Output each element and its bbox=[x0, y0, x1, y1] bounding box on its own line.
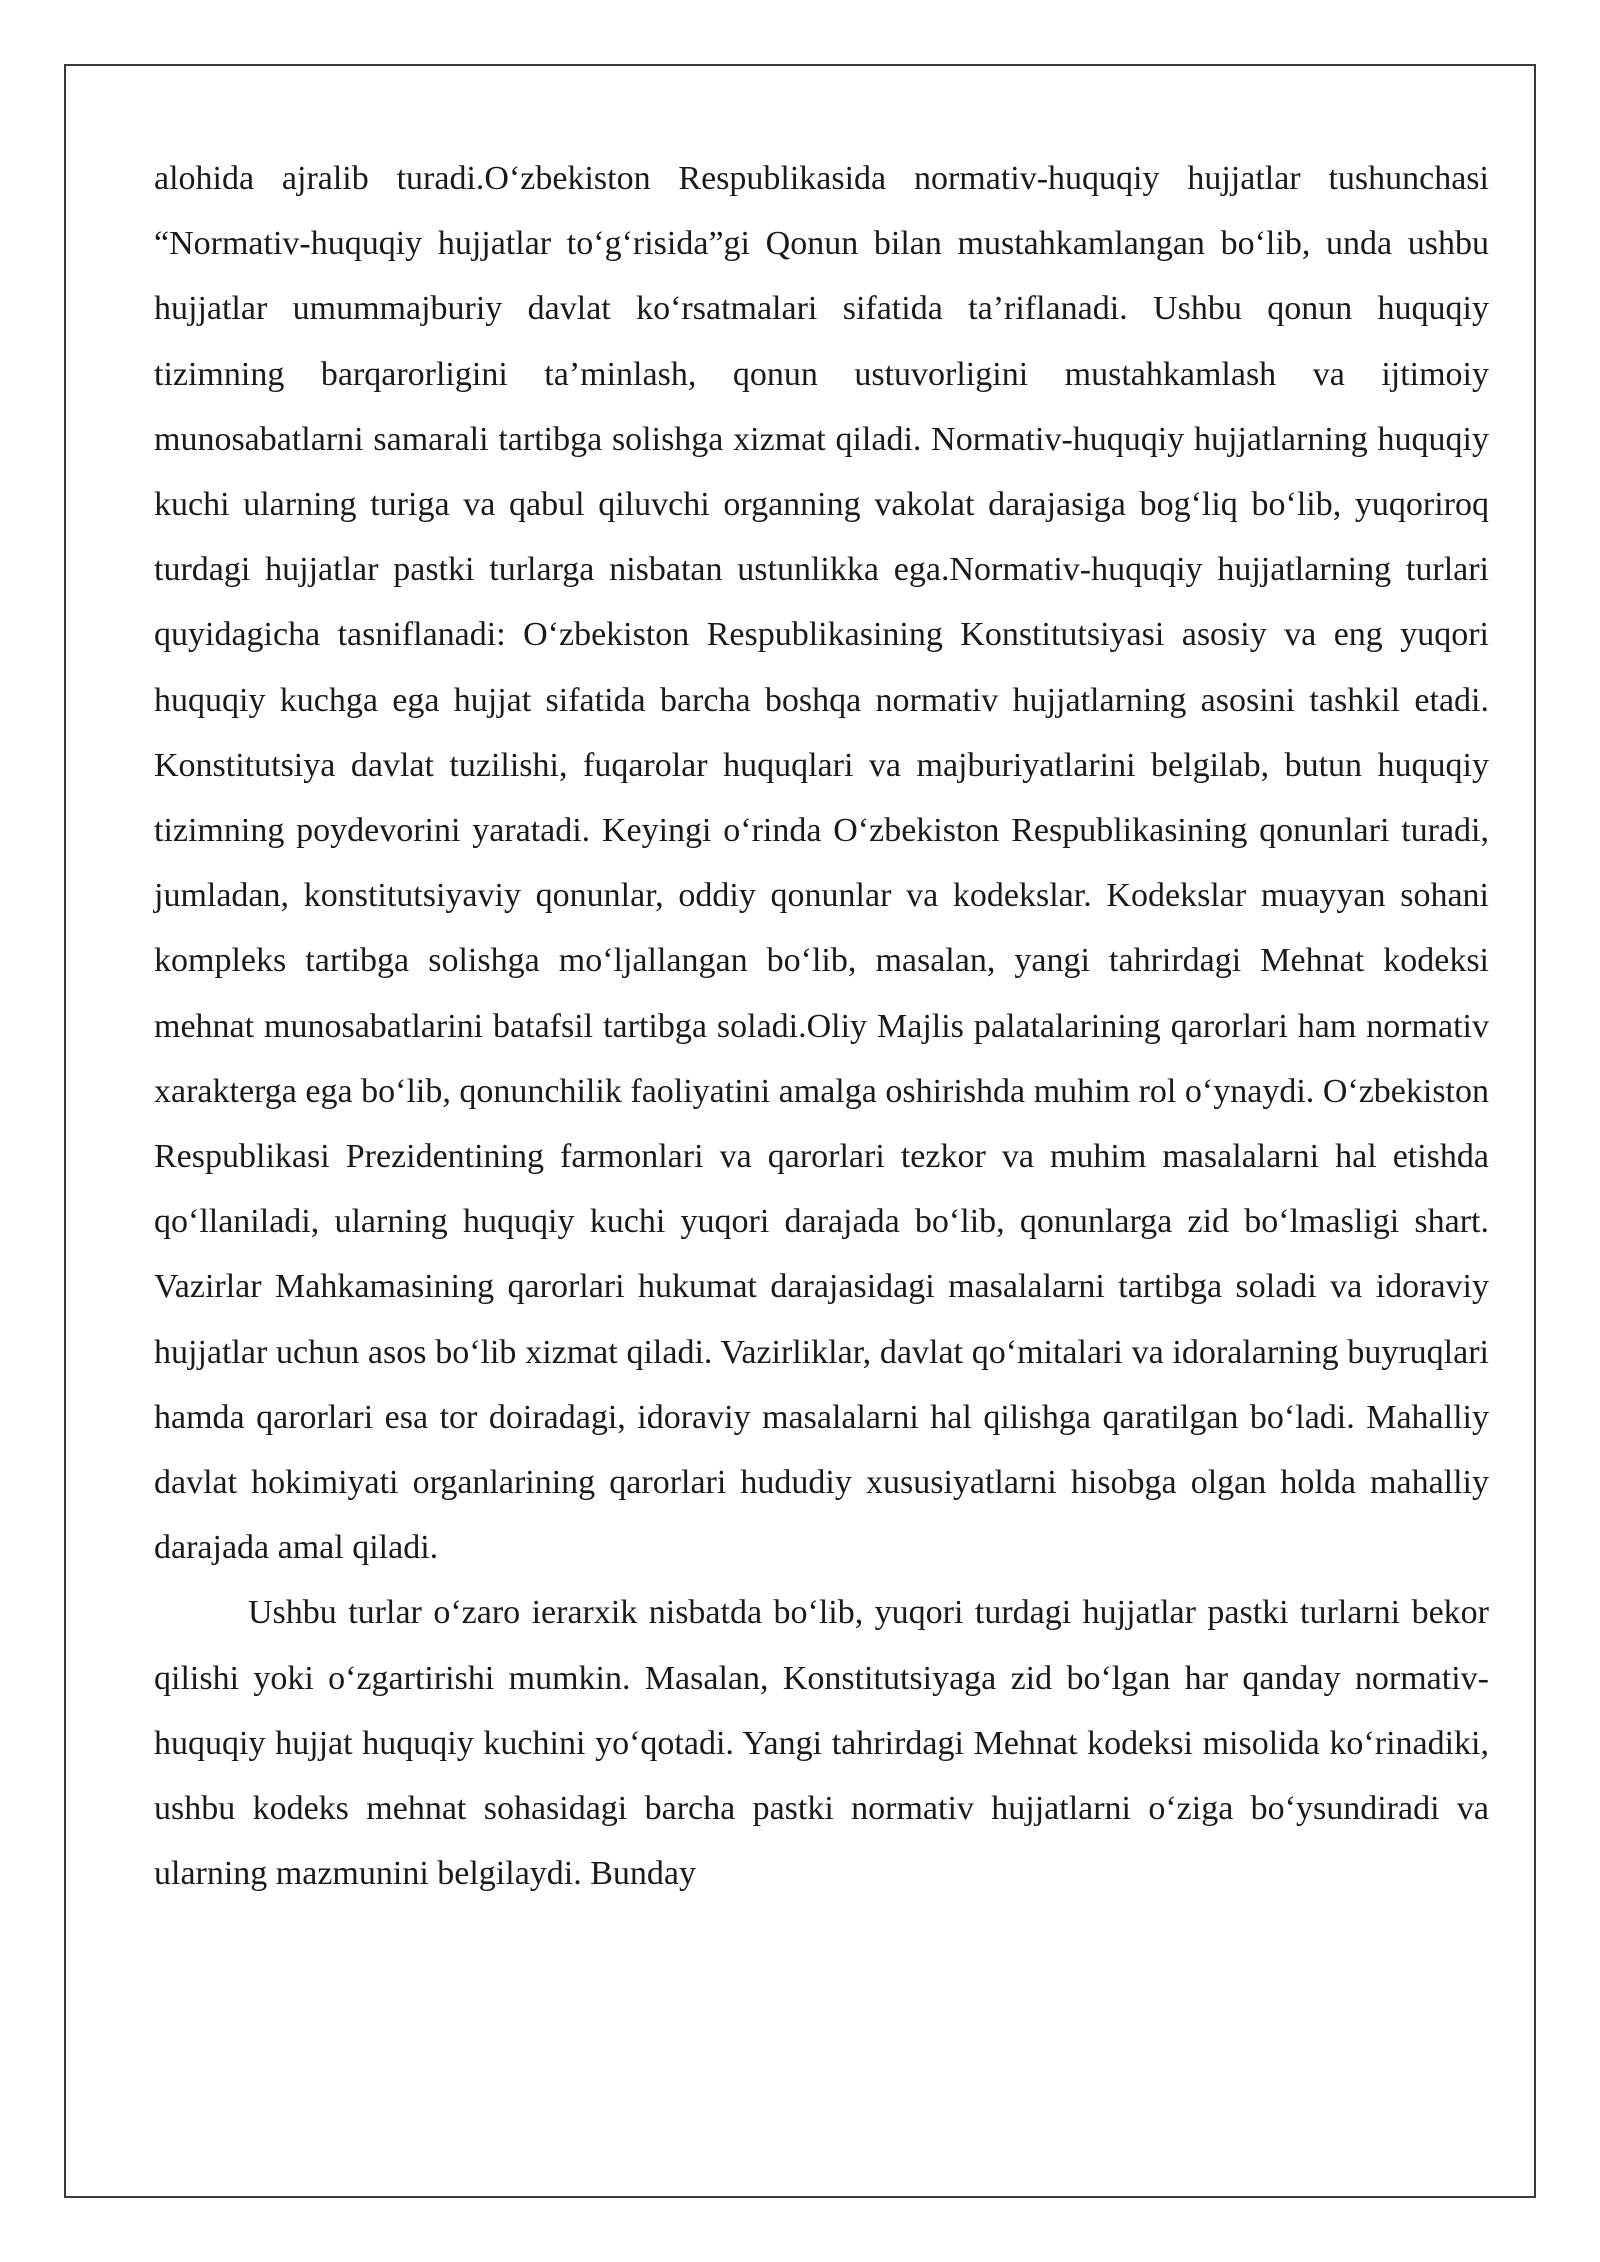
paragraph-hierarchy-of-normative-acts: alohida ajralib turadi.O‘zbekiston Respublikasida normativ-huquqiy hujjatlar tushunchasi “Normativ-huquqiy hujjatlar to‘g‘risida”gi Qonun bilan mustahkamlangan bo‘lib, unda ushbu hujjatlar umummajburiy davlat ko‘rsatmalari sifatida ta’riflanadi. Ushbu qonun huquqiy tizimning barqarorligini ta’minlash, qonun ustuvorligini mustahkamlash va ijtimoiy munosabatlarni samarali tartibga solishga xizmat qiladi. Normativ-huquqiy hujjatlarning huquqiy kuchi ularning turiga va qabul qiluvchi organning vakolat darajasiga bog‘liq bo‘lib, yuqoriroq turdagi hujjatlar pastki turlarga nisbatan ustunlikka ega.Normativ-huquqiy hujjatlarning turlari quyidagicha tasniflanadi: O‘zbekiston Respublikasining Konstitutsiyasi asosiy va eng yuqori huquqiy kuchga ega hujjat sifatida barcha boshqa normativ hujjatlarning asosini tashkil etadi. Konstitutsiya davlat tuzilishi, fuqarolar huquqlari va majburiyatlarini belgilab, butun huquqiy tizimning poydevorini yaratadi. Keyingi o‘rinda O‘zbekiston Respublikasining qonunlari turadi, jumladan, konstitutsiyaviy qonunlar, oddiy qonunlar va kodekslar. Kodekslar muayyan sohani kompleks tartibga solishga mo‘ljallangan bo‘lib, masalan, yangi tahrirdagi Mehnat kodeksi mehnat munosabatlarini batafsil tartibga soladi.Oliy Majlis palatalarining qarorlari ham normativ xarakterga ega bo‘lib, qonunchilik faoliyatini amalga oshirishda muhim rol o‘ynaydi. O‘zbekiston Respublikasi Prezidentining farmonlari va qarorlari tezkor va muhim masalalarni hal etishda qo‘llaniladi, ularning huquqiy kuchi yuqori darajada bo‘lib, qonunlarga zid bo‘lmasligi shart. Vazirlar Mahkamasining qarorlari hukumat darajasidagi masalalarni tartibga soladi va idoraviy hujjatlar uchun asos bo‘lib xizmat qiladi. Vazirliklar, davlat qo‘mitalari va idoralarning buyruqlari hamda qarorlari esa tor doiradagi, idoraviy masalalarni hal qilishga qaratilgan bo‘ladi. Mahalliy davlat hokimiyati organlarining qarorlari hududiy xususiyatlarni hisobga olgan holda mahalliy darajada amal qiladi. bbox=[154, 160, 1489, 1567]
document-body bbox=[154, 146, 1489, 1906]
paragraph-hierarchical-relations: Ushbu turlar o‘zaro ierarxik nisbatda bo‘lib, yuqori turdagi hujjatlar pastki turlarni bekor qilishi yoki o‘zgartirishi mumkin. Masalan, Konstitutsiyaga zid bo‘lgan har qanday normativ-huquqiy hujjat huquqiy kuchini yo‘qotadi. Yangi tahrirdagi Mehnat kodeksi misolida ko‘rinadiki, ushbu kodeks mehnat sohasidagi barcha pastki normativ hujjatlarni o‘ziga bo‘ysundiradi va ularning mazmunini belgilaydi. Bunday bbox=[154, 1594, 1489, 1893]
